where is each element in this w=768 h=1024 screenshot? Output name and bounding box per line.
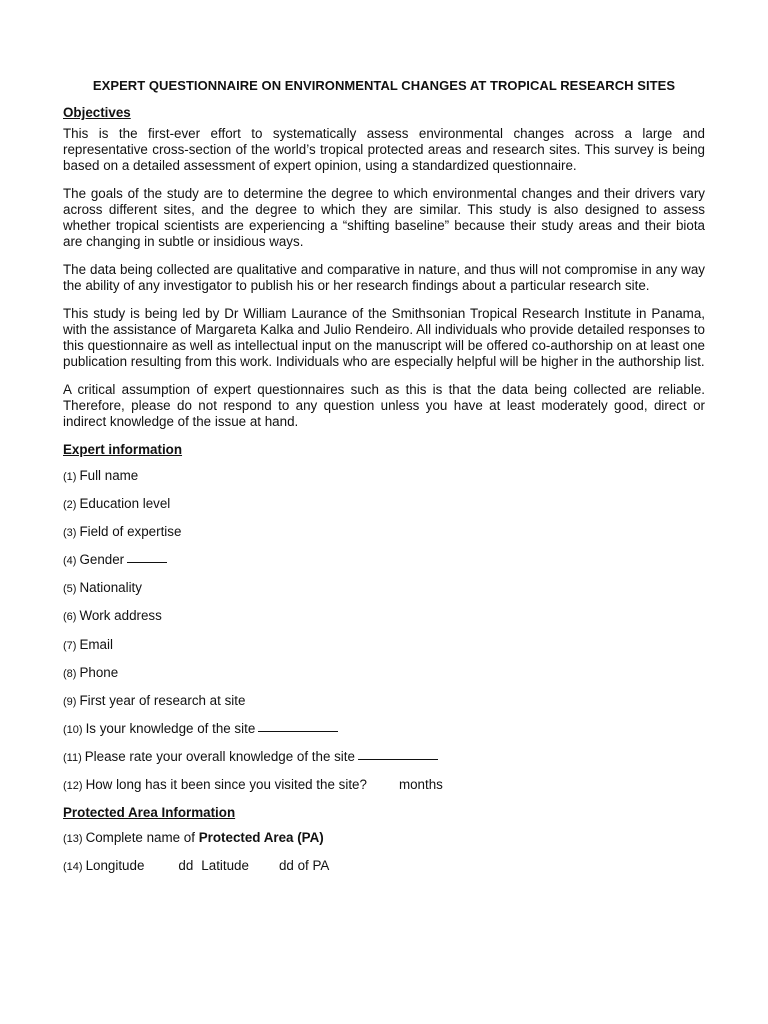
protected-area-term: Protected Area (PA) (198, 830, 324, 846)
question-label: Complete name of (85, 830, 195, 846)
question-label: Nationality (79, 580, 142, 596)
objectives-paragraph: A critical assumption of expert questionnaires such as this is that the data being collected are reliable. Therefore, please do not respond to any question unless you have at least moderately good, direct or indirect knowledge of the issue at hand. (63, 382, 705, 429)
question-label: Email (79, 636, 113, 652)
longitude-label: Longitude (85, 858, 145, 874)
longitude-unit: dd (178, 858, 194, 874)
question-number: (5) (63, 583, 77, 596)
knowledge-answer-blank[interactable] (258, 731, 338, 732)
question-first-year[interactable] (63, 693, 705, 710)
question-number: (3) (63, 527, 77, 540)
question-number: (14) (63, 861, 83, 874)
objectives-paragraph: The data being collected are qualitative and comparative in nature, and thus will not compromise in any way the ability of any investigator to publish his or her research findings about a particular research site. (63, 262, 705, 293)
latitude-label: Latitude (201, 858, 249, 874)
question-email[interactable] (63, 637, 705, 654)
question-full-name[interactable] (63, 468, 705, 485)
objectives-paragraph: This is the first-ever effort to systematically assess environmental changes across a large and representative cross-section of the world’s tropical protected areas and research sites. This survey is being based on a detailed assessment of expert opinion, using a standardized questionnaire. (63, 126, 705, 173)
question-work-address[interactable] (63, 608, 705, 625)
document-title: EXPERT QUESTIONNAIRE ON ENVIRONMENTAL CHANGES AT TROPICAL RESEARCH SITES (92, 78, 676, 93)
question-number: (9) (63, 695, 77, 708)
question-label: First year of research at site (79, 692, 246, 708)
question-protected-area-name[interactable] (63, 830, 705, 847)
question-label: Please rate your overall knowledge of the site (84, 748, 355, 764)
question-number: (6) (63, 611, 77, 624)
question-education-level[interactable] (63, 496, 705, 513)
question-label: How long has it been since you visited the site? (85, 777, 367, 793)
months-unit-label: months (398, 777, 443, 793)
question-time-since-visit[interactable] (63, 777, 705, 794)
question-phone[interactable] (63, 665, 705, 682)
question-number: (11) (63, 751, 82, 764)
question-label: Phone (79, 664, 119, 680)
document-page (63, 78, 705, 886)
question-label: Work address (79, 608, 162, 624)
question-number: (10) (63, 723, 83, 736)
question-label: Gender (79, 552, 125, 568)
question-number: (12) (63, 780, 83, 793)
question-number: (1) (63, 471, 77, 483)
question-knowledge-of-site[interactable] (63, 721, 705, 738)
question-number: (2) (63, 499, 77, 512)
objectives-paragraph: The goals of the study are to determine the degree to which environmental changes and their drivers vary across different sites, and the degree to which they are similar. This study is also designed to assess whether tropical scientists are experiencing a “shifting baseline” because their study areas and their biota are changing in subtle or insidious ways. (63, 186, 705, 249)
question-number: (4) (63, 555, 77, 568)
gender-answer-blank[interactable] (127, 562, 167, 563)
expert-information-heading: Expert information (63, 442, 183, 457)
question-label: Is your knowledge of the site (85, 720, 256, 736)
rating-answer-blank[interactable] (358, 759, 438, 760)
question-label: Field of expertise (79, 524, 182, 540)
question-number: (13) (63, 833, 83, 846)
question-rate-knowledge[interactable] (63, 749, 705, 766)
question-label: Education level (79, 496, 171, 512)
latitude-unit: dd of PA (278, 858, 330, 874)
question-gender[interactable] (63, 552, 705, 569)
question-field-of-expertise[interactable] (63, 524, 705, 541)
question-coordinates[interactable] (63, 858, 705, 875)
question-label: Full name (79, 468, 139, 483)
question-number: (7) (63, 639, 77, 652)
objectives-heading: Objectives (63, 105, 131, 120)
objectives-paragraph: This study is being led by Dr William Laurance of the Smithsonian Tropical Research Institute in Panama, with the assistance of Margareta Kalka and Julio Rendeiro. All individuals who provide detailed responses to this questionnaire as well as intellectual input on the manuscript will be offered co-authorship on at least one publication resulting from this work. Individuals who are especially helpful will be higher in the authorship list. (63, 306, 705, 369)
question-nationality[interactable] (63, 580, 705, 597)
protected-area-heading: Protected Area Information (63, 805, 236, 821)
question-number: (8) (63, 667, 77, 680)
